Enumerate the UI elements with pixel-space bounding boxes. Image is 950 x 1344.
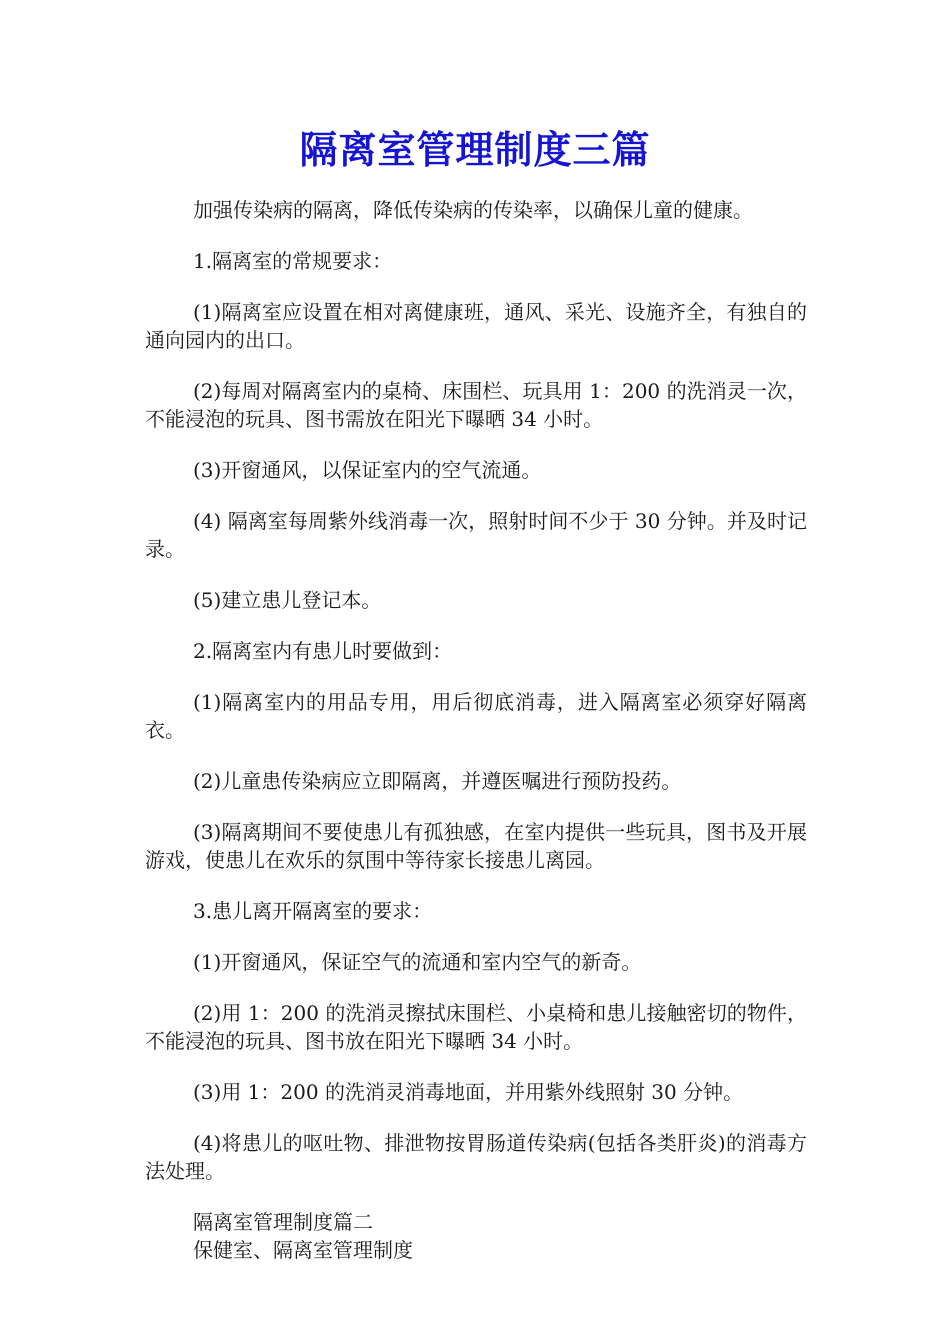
document-title: 隔离室管理制度三篇 — [299, 127, 651, 172]
paragraph: (4)将患儿的呕吐物、排泄物按胃肠道传染病(包括各类肝炎)的消毒方法处理。 — [145, 1131, 807, 1183]
subheading: 保健室、隔离室管理制度 — [193, 1238, 413, 1262]
paragraph-intro: 加强传染病的隔离，降低传染病的传染率，以确保儿童的健康。 — [193, 198, 753, 222]
paragraph: (3)用 1：200 的洗消灵消毒地面，并用紫外线照射 30 分钟。 — [193, 1080, 744, 1104]
paragraph: (2)用 1：200 的洗消灵擦拭床围栏、小桌椅和患儿接触密切的物件，不能浸泡的玩具、图书放在阳光下曝晒 34 小时。 — [145, 1001, 807, 1053]
paragraph: (1)隔离室应设置在相对离健康班，通风、采光、设施齐全，有独自的通向园内的出口。 — [145, 300, 807, 352]
paragraph: (2)儿童患传染病应立即隔离，并遵医嘱进行预防投药。 — [193, 769, 682, 793]
paragraph: (5)建立患儿登记本。 — [193, 588, 382, 612]
section-3-heading: 3.患儿离开隔离室的要求： — [193, 899, 433, 923]
section-1-heading: 1.隔离室的常规要求： — [193, 249, 393, 273]
document-body — [145, 196, 807, 1264]
paragraph: (1)隔离室内的用品专用，用后彻底消毒，进入隔离室必须穿好隔离衣。 — [145, 690, 807, 742]
paragraph: (3)开窗通风，以保证室内的空气流通。 — [193, 458, 542, 482]
paragraph: (3)隔离期间不要使患儿有孤独感，在室内提供一些玩具，图书及开展游戏，使患儿在欢乐的氛围中等待家长接患儿离园。 — [145, 820, 807, 872]
section-heading: 隔离室管理制度篇二 — [193, 1210, 373, 1234]
paragraph: (2)每周对隔离室内的桌椅、床围栏、玩具用 1：200 的洗消灵一次，不能浸泡的玩具、图书需放在阳光下曝晒 34 小时。 — [145, 379, 807, 431]
paragraph: (4) 隔离室每周紫外线消毒一次，照射时间不少于 30 分钟。并及时记录。 — [145, 509, 807, 561]
paragraph: (1)开窗通风，保证空气的流通和室内空气的新奇。 — [193, 950, 642, 974]
section-2-heading: 2.隔离室内有患儿时要做到： — [193, 639, 453, 663]
